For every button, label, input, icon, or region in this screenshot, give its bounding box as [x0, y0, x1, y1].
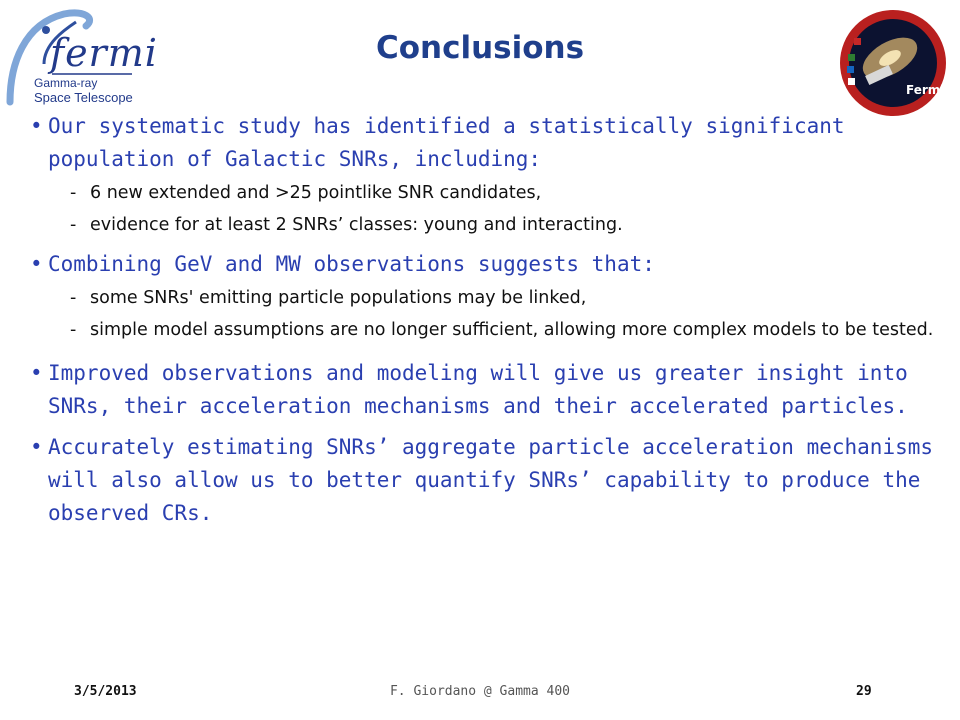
- bullet-3: [30, 357, 935, 423]
- bullet-2-sub-2: [30, 315, 935, 345]
- bullet-2-sub-2-text: simple model assumptions are no longer sufficient, allowing more complex models to be tested.: [90, 320, 934, 340]
- sub-dash: -: [70, 320, 77, 340]
- bullet-dot: •: [30, 252, 43, 276]
- bullet-2-sub-1: [30, 283, 935, 313]
- slide-content: [30, 108, 935, 530]
- bullet-4-text: Accurately estimating SNRs’ aggregate particle acceleration mechanisms will also allow us to better quantify SNRs’ capability to produce the observed CRs.: [48, 435, 934, 525]
- fermi-logo-word: fermi: [50, 31, 158, 75]
- bullet-dot: •: [30, 361, 43, 385]
- bullet-2: [30, 248, 935, 281]
- sub-dash: -: [70, 183, 77, 203]
- fermi-logo-line2: Space Telescope: [34, 90, 133, 105]
- bullet-4: [30, 431, 935, 530]
- fermi-logo-line1: Gamma-ray: [34, 76, 98, 90]
- slide-title: Conclusions: [375, 30, 585, 66]
- bullet-2-text: Combining GeV and MW observations suggests that:: [48, 252, 655, 276]
- bullet-3-text: Improved observations and modeling will give us greater insight into SNRs, their acceleration mechanisms and their accelerated particles.: [48, 361, 908, 418]
- footer-author: F. Giordano @ Gamma 400: [389, 684, 570, 699]
- bullet-1-sub-1-text: 6 new extended and >25 pointlike SNR candidates,: [90, 183, 542, 203]
- bullet-1-sub-2-text: evidence for at least 2 SNRs’ classes: young and interacting.: [90, 215, 623, 235]
- sub-dash: -: [70, 215, 77, 235]
- bullet-dot: •: [30, 435, 43, 459]
- bullet-1-sub-2: [30, 210, 935, 240]
- sub-dash: -: [70, 288, 77, 308]
- bullet-1-text: Our systematic study has identified a statistically significant population of Galactic SNRs, including:: [48, 114, 845, 171]
- bullet-dot: •: [30, 114, 43, 138]
- footer-page-number: 29: [856, 684, 872, 699]
- footer-date: 3/5/2013: [74, 684, 137, 699]
- bullet-1-sub-1: [30, 178, 935, 208]
- bullet-2-sub-1-text: some SNRs' emitting particle populations may be linked,: [90, 288, 587, 308]
- bullet-1: [30, 110, 935, 176]
- patch-label: Fermi: [906, 83, 945, 97]
